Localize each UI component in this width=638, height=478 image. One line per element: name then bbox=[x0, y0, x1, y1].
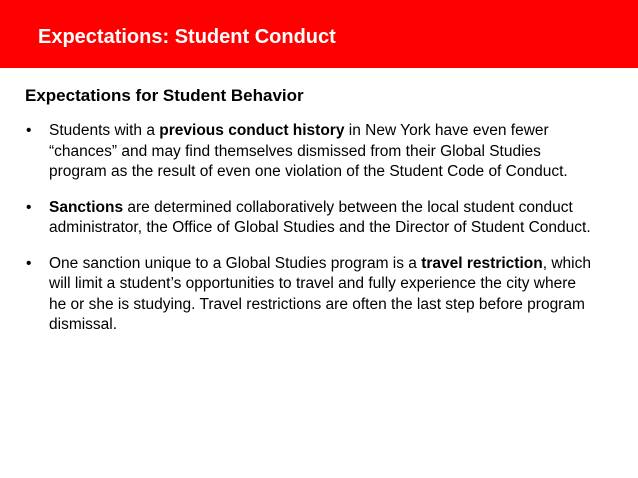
header-bar bbox=[0, 0, 638, 68]
bullet-item-sanctions bbox=[0, 198, 597, 239]
bullet-text-bold: Sanctions bbox=[49, 198, 124, 216]
bullet-text-post: are determined collaboratively between the local student conduct administrator, the Office of Global Studies and the Director of Student Conduct. bbox=[49, 198, 591, 236]
bullet-text-pre: One sanction unique to a Global Studies program is a bbox=[49, 254, 422, 272]
bullet-item-conduct-history bbox=[0, 121, 597, 183]
bullet-item-travel-restriction bbox=[0, 254, 597, 336]
section-heading: Expectations for Student Behavior bbox=[25, 86, 304, 105]
bullet-text-pre: Students with a bbox=[49, 122, 160, 139]
bullet-marker: • bbox=[26, 122, 32, 139]
bullet-text-bold: travel restriction bbox=[421, 254, 543, 272]
page-title: Expectations: Student Conduct bbox=[38, 26, 336, 48]
bullet-marker: • bbox=[26, 254, 32, 272]
bullet-text-post: in New York have even fewer “chances” and may find themselves dismissed from their Global Studies program as the result of even one violation of the Student Code of Conduct. bbox=[49, 122, 568, 180]
bullet-list bbox=[0, 121, 638, 351]
bullet-text-bold: previous conduct history bbox=[159, 122, 345, 139]
bullet-text-post: , which will limit a student’s opportunities to travel and fully experience the city where he or she is studying. Travel restrictions are often the last step before program dismissal. bbox=[49, 254, 591, 333]
bullet-marker: • bbox=[26, 198, 32, 216]
